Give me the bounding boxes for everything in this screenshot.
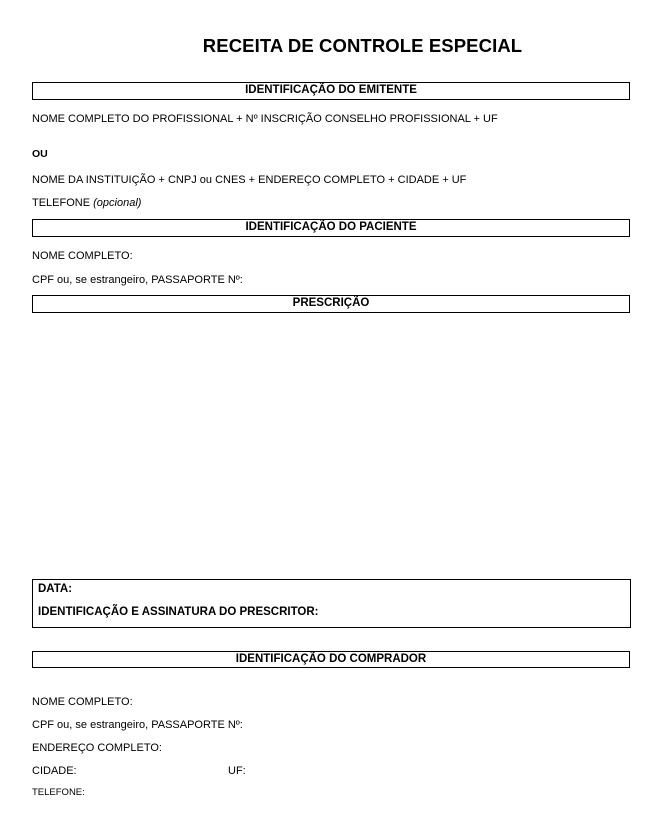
document-title: RECEITA DE CONTROLE ESPECIAL: [202, 35, 523, 56]
section-header-comprador: IDENTIFICAÇÃO DO COMPRADOR: [32, 651, 630, 668]
paciente-name-label: NOME COMPLETO:: [32, 250, 133, 262]
section-header-prescricao: PRESCRIÇÃO: [32, 295, 630, 313]
comprador-name-label: NOME COMPLETO:: [32, 696, 133, 708]
emitente-phone-line: [32, 197, 141, 209]
section-header-emitente: IDENTIFICAÇÃO DO EMITENTE: [32, 82, 630, 100]
prescriber-signature-box: [32, 579, 631, 628]
emitente-or-label: OU: [32, 148, 48, 160]
prescription-area: [32, 315, 630, 575]
prescriber-date-label: DATA:: [38, 583, 73, 595]
comprador-address-label: ENDEREÇO COMPLETO:: [32, 742, 162, 754]
comprador-state-label: UF:: [228, 765, 246, 777]
emitente-professional-line: NOME COMPLETO DO PROFISSIONAL + Nº INSCRIÇÃO CONSELHO PROFISSIONAL + UF: [32, 113, 498, 125]
paciente-cpf-label: CPF ou, se estrangeiro, PASSAPORTE Nº:: [32, 274, 243, 286]
prescriber-signature-label: IDENTIFICAÇÃO E ASSINATURA DO PRESCRITOR:: [38, 606, 319, 618]
comprador-phone-label: TELEFONE:: [32, 787, 85, 798]
emitente-phone-label: TELEFONE: [32, 197, 91, 209]
emitente-institution-line: NOME DA INSTITUIÇÃO + CNPJ ou CNES + ENDEREÇO COMPLETO + CIDADE + UF: [32, 174, 467, 186]
emitente-phone-optional-note: (opcional): [93, 197, 142, 209]
section-header-paciente: IDENTIFICAÇÃO DO PACIENTE: [32, 219, 630, 237]
comprador-city-label: CIDADE:: [32, 765, 77, 777]
comprador-cpf-label: CPF ou, se estrangeiro, PASSAPORTE Nº:: [32, 719, 243, 731]
